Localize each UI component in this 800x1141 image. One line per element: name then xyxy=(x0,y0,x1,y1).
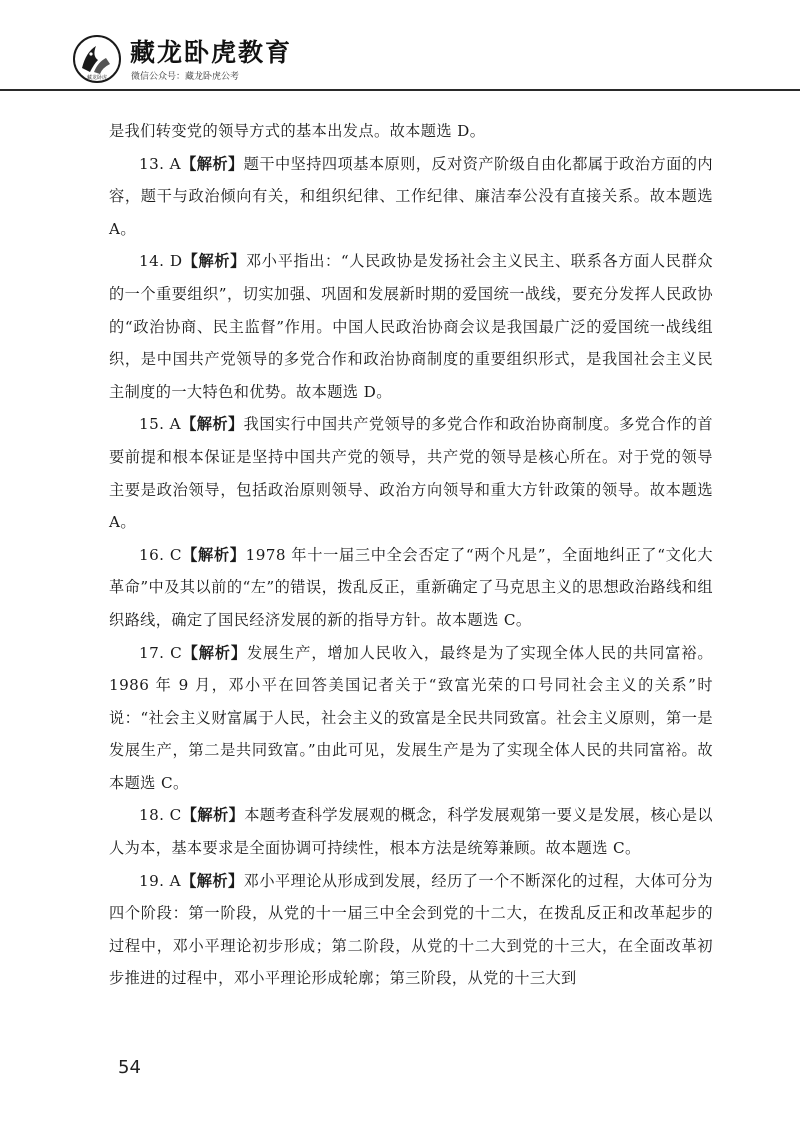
emblem-caption: 藏龙卧虎 xyxy=(86,75,108,81)
header-divider xyxy=(0,89,800,91)
answer-item-18 xyxy=(109,799,713,864)
brand-title: 藏龙卧虎教育 xyxy=(130,38,293,67)
answer-number: 15. A xyxy=(139,415,182,434)
answer-number: 13. A xyxy=(139,154,182,173)
answer-item-15 xyxy=(109,408,713,538)
answer-number: 19. A xyxy=(139,871,182,890)
answer-item-14 xyxy=(109,245,713,408)
answer-item-17 xyxy=(109,637,713,800)
answer-number: 16. C xyxy=(139,545,182,564)
page-header xyxy=(0,0,800,92)
analysis-tag: 【解析】 xyxy=(181,806,245,825)
analysis-tag: 【解析】 xyxy=(182,643,247,662)
answer-text: 我国实行中国共产党领导的多党合作和政治协商制度。多党合作的首要前提和根本保证是坚持中国共产党的领导，共产党的领导是核心所在。对于党的领导主要是政治领导，包括政治原则领导、政治方向领导和重大方针政策的领导。故本题选 A。 xyxy=(109,415,714,532)
answer-item-19 xyxy=(109,865,713,995)
answer-number: 18. C xyxy=(139,806,182,825)
answer-text: 本题考查科学发展观的概念，科学发展观第一要义是发展，核心是以人为本，基本要求是全面协调可持续性，根本方法是统筹兼顾。故本题选 C。 xyxy=(109,806,714,858)
answer-text: 题干中坚持四项基本原则，反对资产阶级自由化都属于政治方面的内容，题干与政治倾向有关，和组织纪律、工作纪律、廉洁奉公没有直接关系。故本题选 A。 xyxy=(109,154,714,238)
continued-paragraph: 是我们转变党的领导方式的基本出发点。故本题选 D。 xyxy=(109,122,486,140)
answer-text: 邓小平理论从形成到发展，经历了一个不断深化的过程，大体可分为四个阶段：第一阶段，从党的十一届三中全会到党的十二大，在拨乱反正和改革起步的过程中，邓小平理论初步形成；第二阶段，从党的十二大到党的十三大，在全面改革初步推进的过程中，邓小平理论形成轮廓；第三阶段，从党的十三大到 xyxy=(109,871,714,988)
answer-item-13 xyxy=(109,148,713,246)
analysis-tag: 【解析】 xyxy=(182,252,246,271)
brand-subtitle: 微信公众号：藏龙卧虎公考 xyxy=(131,72,240,82)
answer-text: 发展生产，增加人民收入，最终是为了实现全体人民的共同富裕。1986 年 9 月，邓小平在回答美国记者关于“致富光荣的口号同社会主义的关系”时说：“社会主义财富属于人民，社会主义的致富是全民共同致富。社会主义原则，第一是发展生产，第二是共同致富。”由此可见，发展生产是为了实现全体人民的共同富裕。故本题选 C。 xyxy=(109,643,713,792)
answer-text: 1978 年十一届三中全会否定了“两个凡是”，全面地纠正了“文化大革命”中及其以前的“左”的错误，拨乱反正，重新确定了马克思主义的思想政治路线和组织路线，确定了国民经济发展的新的指导方针。故本题选 C。 xyxy=(109,545,713,629)
answer-number: 14. D xyxy=(139,252,183,271)
answer-explanations xyxy=(109,115,713,995)
answer-item-16 xyxy=(109,539,713,637)
analysis-tag: 【解析】 xyxy=(181,154,244,173)
answer-number: 17. C xyxy=(139,643,183,662)
page-number: 54 xyxy=(118,1057,141,1078)
brand-logo-emblem xyxy=(72,34,122,84)
answer-text: 邓小平指出：“人民政协是发扬社会主义民主、联系各方面人民群众的一个重要组织”，切实加强、巩固和发展新时期的爱国统一战线，要充分发挥人民政协的“政治协商、民主监督”作用。中国人民政治协商会议是我国最广泛的爱国统一战线组织，是中国共产党领导的多党合作和政治协商制度的重要组织形式，是我国社会主义民主制度的一大特色和优势。故本题选 D。 xyxy=(109,252,713,401)
analysis-tag: 【解析】 xyxy=(181,871,244,890)
analysis-tag: 【解析】 xyxy=(181,415,244,434)
analysis-tag: 【解析】 xyxy=(181,545,246,564)
